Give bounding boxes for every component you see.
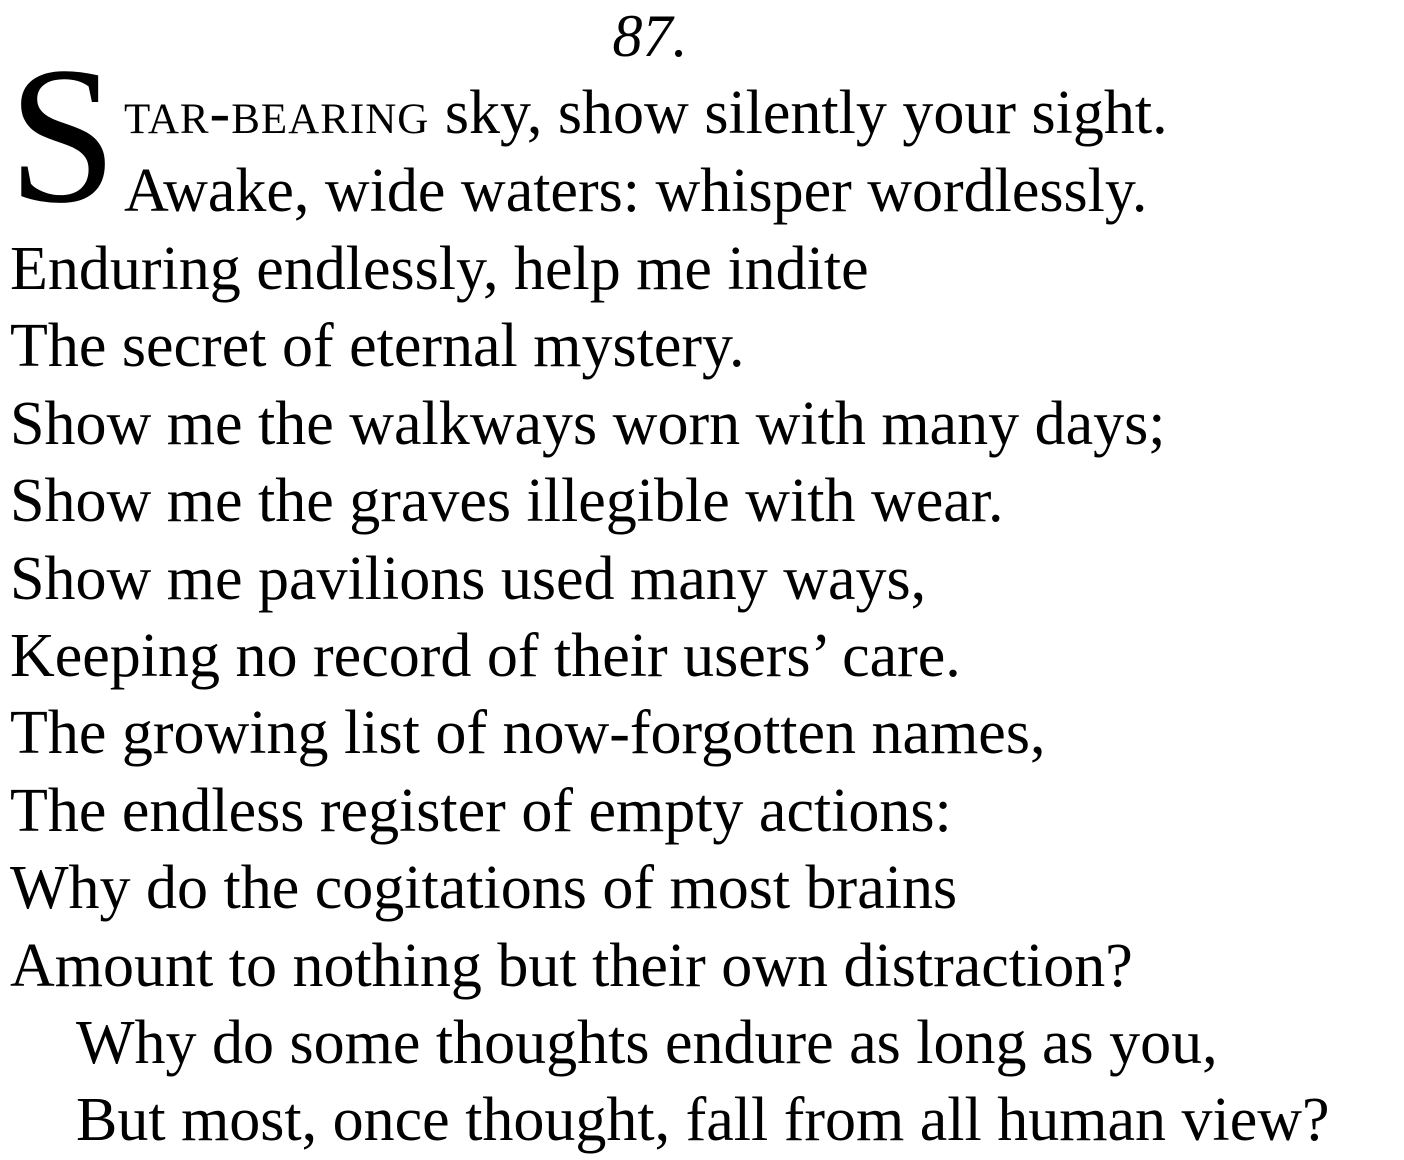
poem-line-13: Why do some thoughts endure as long as you, [76,1009,1218,1077]
drop-cap: S [8,27,118,244]
poem-line-4: The secret of eternal mystery. [10,312,745,380]
poem-line-8: Keeping no record of their users’ care. [10,622,961,690]
first-line-rest: sky, show silently your sight. [429,79,1168,147]
poem-number: 87. [612,3,688,69]
poem-line-7: Show me pavilions used many ways, [10,545,927,613]
poem-line-14: But most, once thought, fall from all human view? [76,1086,1330,1154]
poem-line-2: Awake, wide waters: whisper wordlessly. [124,157,1148,225]
poem-line-6: Show me the graves illegible with wear. [10,467,1004,535]
poem-line-5: Show me the walkways worn with many days; [10,390,1166,458]
first-line-small-caps: tar-bearing [124,79,430,147]
poem-line-10: The endless register of empty actions: [10,777,952,845]
poem-line-1 [124,78,1168,148]
poem-line-11: Why do the cogitations of most brains [10,854,958,922]
poem-line-12: Amount to nothing but their own distraction? [10,932,1133,1000]
poem-line-9: The growing list of now-forgotten names, [10,699,1046,767]
poem-line-3: Enduring endlessly, help me indite [10,235,869,303]
